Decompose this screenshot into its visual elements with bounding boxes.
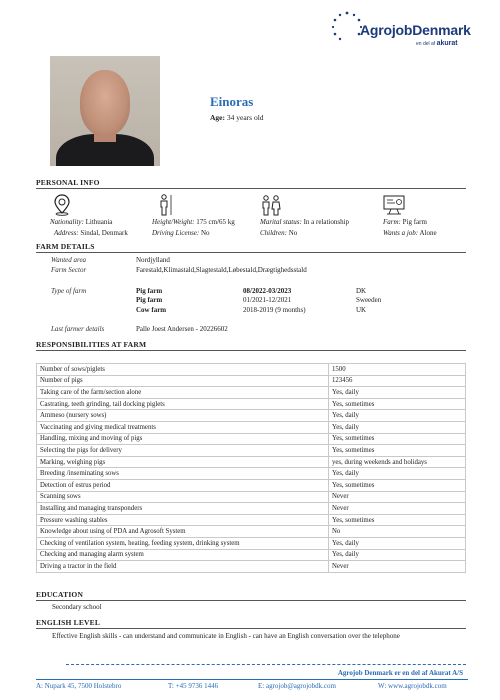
table-row — [37, 514, 466, 526]
nationality-field: Nationality: Lithuania — [50, 218, 113, 226]
responsibility-task: Installing and managing transponders — [37, 503, 329, 515]
footer-address: A: Nupark 45, 7500 Holstebro — [36, 682, 122, 690]
brand-tagline: en del af akurat — [416, 40, 458, 47]
responsibility-frequency: Yes, daily — [329, 468, 466, 480]
farm-type-1: Pig farm — [136, 287, 163, 295]
responsibility-task: Driving a tractor in the field — [37, 561, 329, 573]
responsibility-frequency: Yes, daily — [329, 537, 466, 549]
person-height-icon — [155, 194, 175, 216]
wants-job-field: Wants a job: Alone — [383, 229, 437, 237]
responsibility-task: Ammeso (nursery sows) — [37, 410, 329, 422]
table-row — [37, 479, 466, 491]
table-row — [37, 537, 466, 549]
profile-photo — [50, 56, 160, 166]
responsibility-task: Checking of ventilation system, heating, feeding system, drinking system — [37, 537, 329, 549]
candidate-age: Age: 34 years old — [210, 113, 264, 122]
driving-license-field: Driving License: No — [152, 229, 210, 237]
table-row — [37, 491, 466, 503]
responsibility-task: Breeding /inseminating sows — [37, 468, 329, 480]
responsibility-frequency: Yes, sometimes — [329, 433, 466, 445]
responsibility-task: Handling, mixing and moving of pigs — [37, 433, 329, 445]
responsibility-task: Vaccinating and giving medical treatments — [37, 421, 329, 433]
table-row — [37, 445, 466, 457]
responsibilities-title: RESPONSIBILITIES AT FARM — [36, 340, 147, 349]
responsibility-frequency: Yes, sometimes — [329, 445, 466, 457]
farm-details-title: FARM DETAILS — [36, 242, 95, 251]
education-title: EDUCATION — [36, 590, 84, 599]
wanted-area-label: Wanted area — [51, 256, 87, 264]
table-row — [37, 526, 466, 538]
table-row — [37, 387, 466, 399]
responsibilities-table — [36, 363, 466, 573]
table-row — [37, 468, 466, 480]
responsibility-frequency: Yes, sometimes — [329, 398, 466, 410]
footer-email[interactable]: E: agrojob@agrojobdk.com — [258, 682, 336, 690]
brand-name: AgrojobDenmark — [360, 22, 471, 38]
responsibility-task: Selecting the pigs for delivery — [37, 445, 329, 457]
responsibility-task: Checking and managing alarm system — [37, 549, 329, 561]
footer-rule — [36, 679, 468, 680]
responsibility-frequency: 123456 — [329, 375, 466, 387]
responsibility-frequency: yes, during weekends and holidays — [329, 456, 466, 468]
responsibility-frequency: Yes, sometimes — [329, 479, 466, 491]
responsibility-task: Number of pigs — [37, 375, 329, 387]
responsibility-task: Taking care of the farm/section alone — [37, 387, 329, 399]
farm-period-2: 01/2021-12/2021 — [243, 296, 292, 304]
footer-company: Agrojob Denmark er en del af Akurat A/S — [337, 669, 463, 677]
footer-website[interactable]: W: www.agrojobdk.com — [378, 682, 447, 690]
table-row — [37, 503, 466, 515]
wanted-area-value: Nordjylland — [136, 256, 170, 264]
divider — [36, 600, 466, 601]
candidate-name: Einoras — [210, 94, 254, 109]
farm-sector-value: Farestald,Klimastald,Slagtestald,Løbestald,Drægtighedsstald — [136, 266, 307, 274]
responsibility-frequency: No — [329, 526, 466, 538]
education-value: Secondary school — [52, 603, 102, 611]
responsibility-frequency: Yes, sometimes — [329, 514, 466, 526]
table-row — [37, 549, 466, 561]
responsibility-frequency: Yes, daily — [329, 410, 466, 422]
table-row — [37, 398, 466, 410]
responsibility-frequency: Never — [329, 491, 466, 503]
table-row — [37, 421, 466, 433]
responsibility-task: Detection of estrus period — [37, 479, 329, 491]
couple-icon — [260, 194, 280, 216]
farm-country-1: DK — [356, 287, 367, 295]
responsibility-task: Number of sows/piglets — [37, 364, 329, 376]
last-farmer-label: Last farmer details — [51, 325, 105, 333]
responsibility-task: Marking, weighing pigs — [37, 456, 329, 468]
last-farmer-value: Palle Joest Andersen - 20226602 — [136, 325, 228, 333]
farm-sector-label: Farm Sector — [51, 266, 87, 274]
divider — [36, 350, 466, 351]
divider — [36, 252, 466, 253]
farm-field: Farm: Pig farm — [383, 218, 427, 226]
type-of-farm-label: Type of farm — [51, 287, 87, 295]
table-row — [37, 364, 466, 376]
children-field: Children: No — [260, 229, 298, 237]
star-ring-icon — [330, 10, 364, 44]
divider — [36, 188, 466, 189]
responsibility-frequency: Yes, daily — [329, 387, 466, 399]
location-pin-icon — [52, 194, 72, 216]
responsibility-task: Scanning sows — [37, 491, 329, 503]
english-level-value: Effective English skills - can understand and communicate in English - can have an English conversation over the telephone — [52, 632, 400, 640]
farm-country-3: UK — [356, 306, 367, 314]
responsibility-frequency: Yes, daily — [329, 549, 466, 561]
responsibility-frequency: Never — [329, 561, 466, 573]
footer-dashed-line — [66, 664, 466, 665]
table-row — [37, 410, 466, 422]
personal-info-title: PERSONAL INFO — [36, 178, 100, 187]
computer-farm-icon — [383, 194, 407, 216]
responsibility-task: Knowledge about using of PDA and Agrosoft System — [37, 526, 329, 538]
farm-type-3: Cow farm — [136, 306, 167, 314]
responsibility-frequency: Yes, daily — [329, 421, 466, 433]
responsibility-task: Pressure washing stables — [37, 514, 329, 526]
table-row — [37, 375, 466, 387]
responsibility-frequency: Never — [329, 503, 466, 515]
marital-status-field: Marital status: In a relationship — [260, 218, 350, 226]
footer-phone[interactable]: T: +45 9736 1446 — [168, 682, 219, 690]
responsibility-task: Castrating, teeth grinding, tail docking piglets — [37, 398, 329, 410]
farm-period-1: 08/2022-03/2023 — [243, 287, 292, 295]
table-row — [37, 456, 466, 468]
divider — [36, 628, 466, 629]
farm-type-2: Pig farm — [136, 296, 163, 304]
height-weight-field: Height/Weight: 175 cm/65 kg — [152, 218, 235, 226]
address-field: Address: Sindal, Denmark — [54, 229, 128, 237]
agrojob-logo — [330, 10, 490, 50]
table-row — [37, 433, 466, 445]
english-level-title: ENGLISH LEVEL — [36, 618, 101, 627]
responsibility-frequency: 1500 — [329, 364, 466, 376]
farm-country-2: Sweeden — [356, 296, 382, 304]
table-row — [37, 561, 466, 573]
farm-period-3: 2018-2019 (9 months) — [243, 306, 306, 314]
